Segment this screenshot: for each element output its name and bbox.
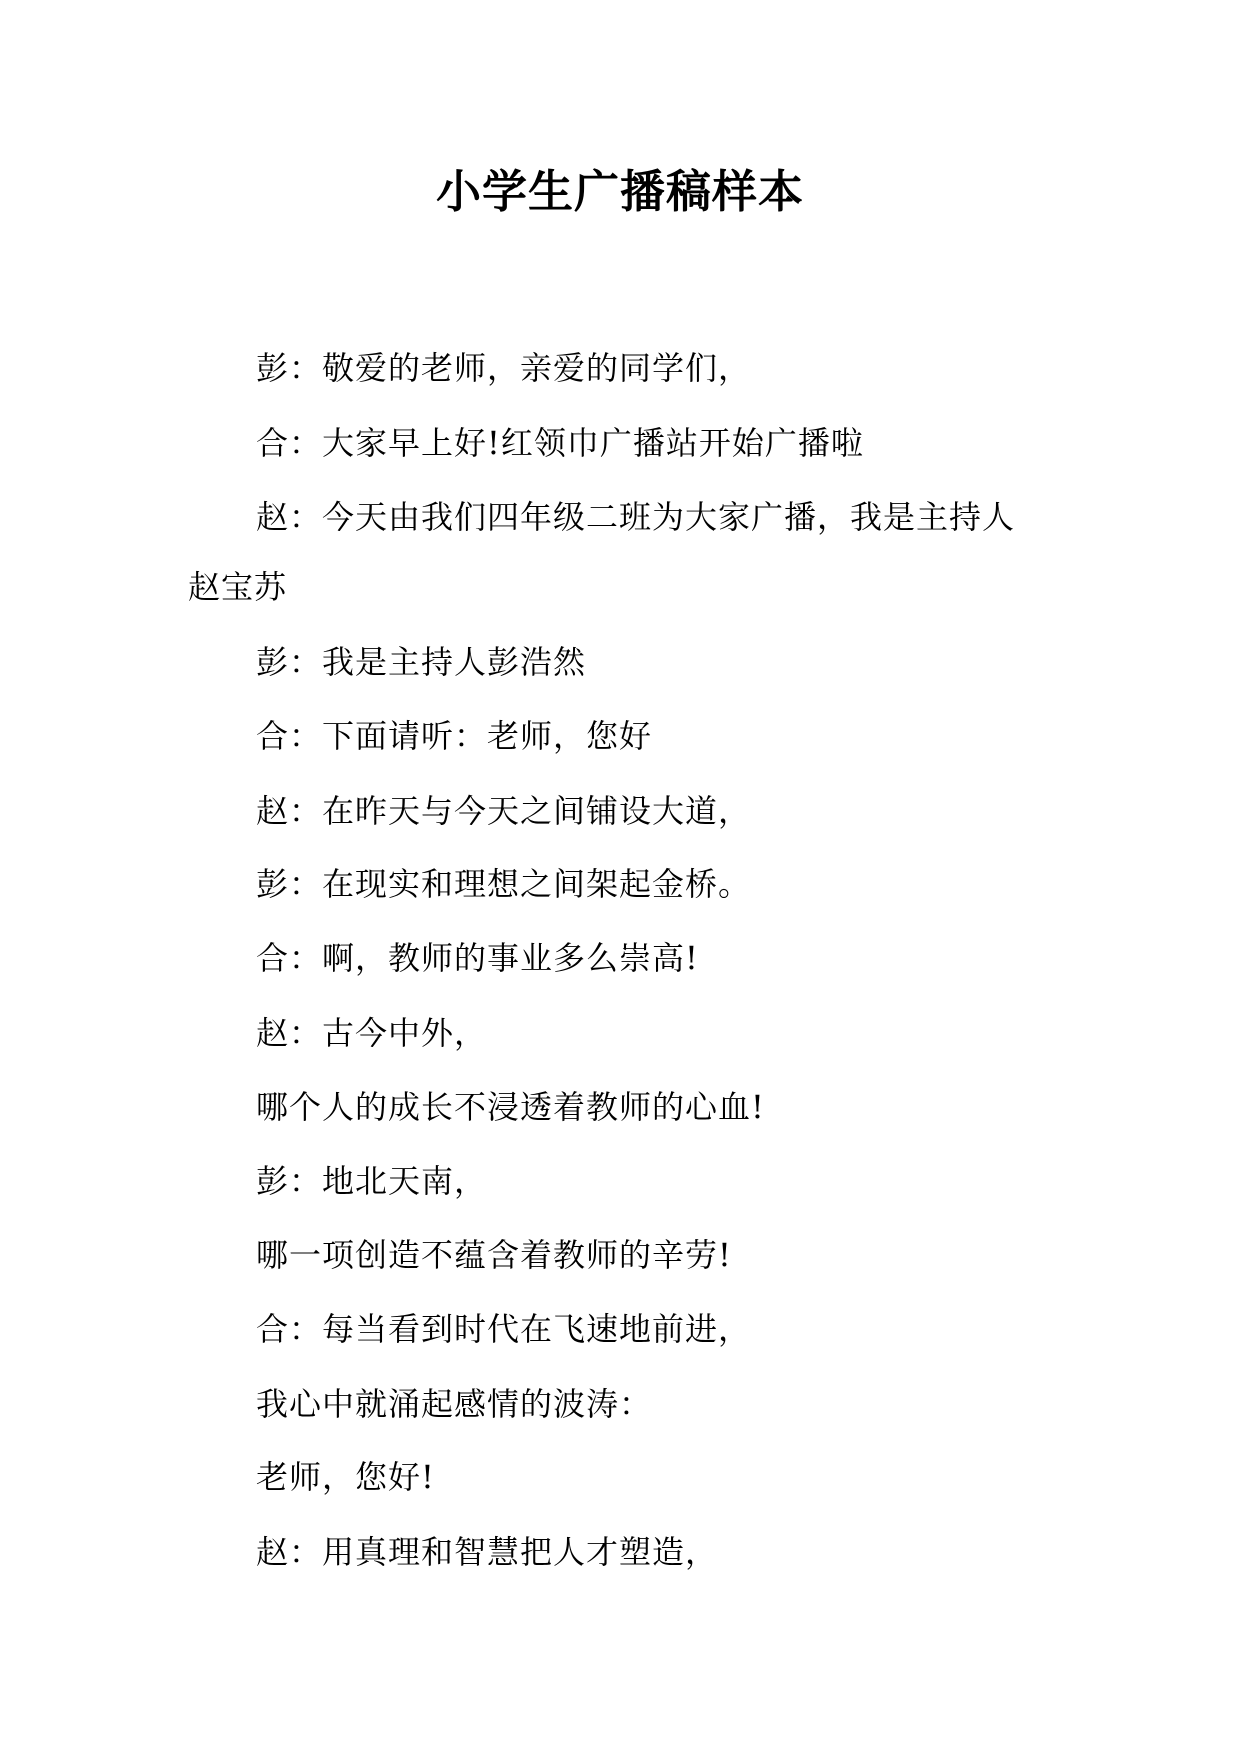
document-title: 小学生广播稿样本: [435, 165, 804, 218]
text-line: 彭：地北天南，: [256, 1162, 488, 1200]
text-line: 老师，您好!: [256, 1458, 435, 1496]
text-line: 彭：在现实和理想之间架起金桥。: [256, 865, 752, 903]
text-line: 赵：古今中外，: [256, 1014, 488, 1052]
text-line: 我心中就涌起感情的波涛：: [256, 1385, 653, 1423]
text-line: 赵：今天由我们四年级二班为大家广播，我是主持人: [256, 498, 1016, 536]
text-line: 彭：敬爱的老师，亲爱的同学们，: [256, 349, 752, 387]
text-line: 赵：用真理和智慧把人才塑造，: [256, 1533, 719, 1571]
text-line: 合：每当看到时代在飞速地前进，: [256, 1310, 752, 1348]
text-line: 合：啊，教师的事业多么崇高!: [256, 939, 699, 977]
text-line: 合：大家早上好!红领巾广播站开始广播啦: [256, 424, 864, 462]
text-line: 彭：我是主持人彭浩然: [256, 643, 587, 681]
text-line: 哪个人的成长不浸透着教师的心血!: [256, 1088, 765, 1126]
text-line: 合：下面请听：老师，您好: [256, 717, 653, 755]
text-line: 赵宝苏: [188, 568, 288, 606]
text-line: 哪一项创造不蕴含着教师的辛劳!: [256, 1236, 732, 1274]
text-line: 赵：在昨天与今天之间铺设大道，: [256, 792, 752, 830]
